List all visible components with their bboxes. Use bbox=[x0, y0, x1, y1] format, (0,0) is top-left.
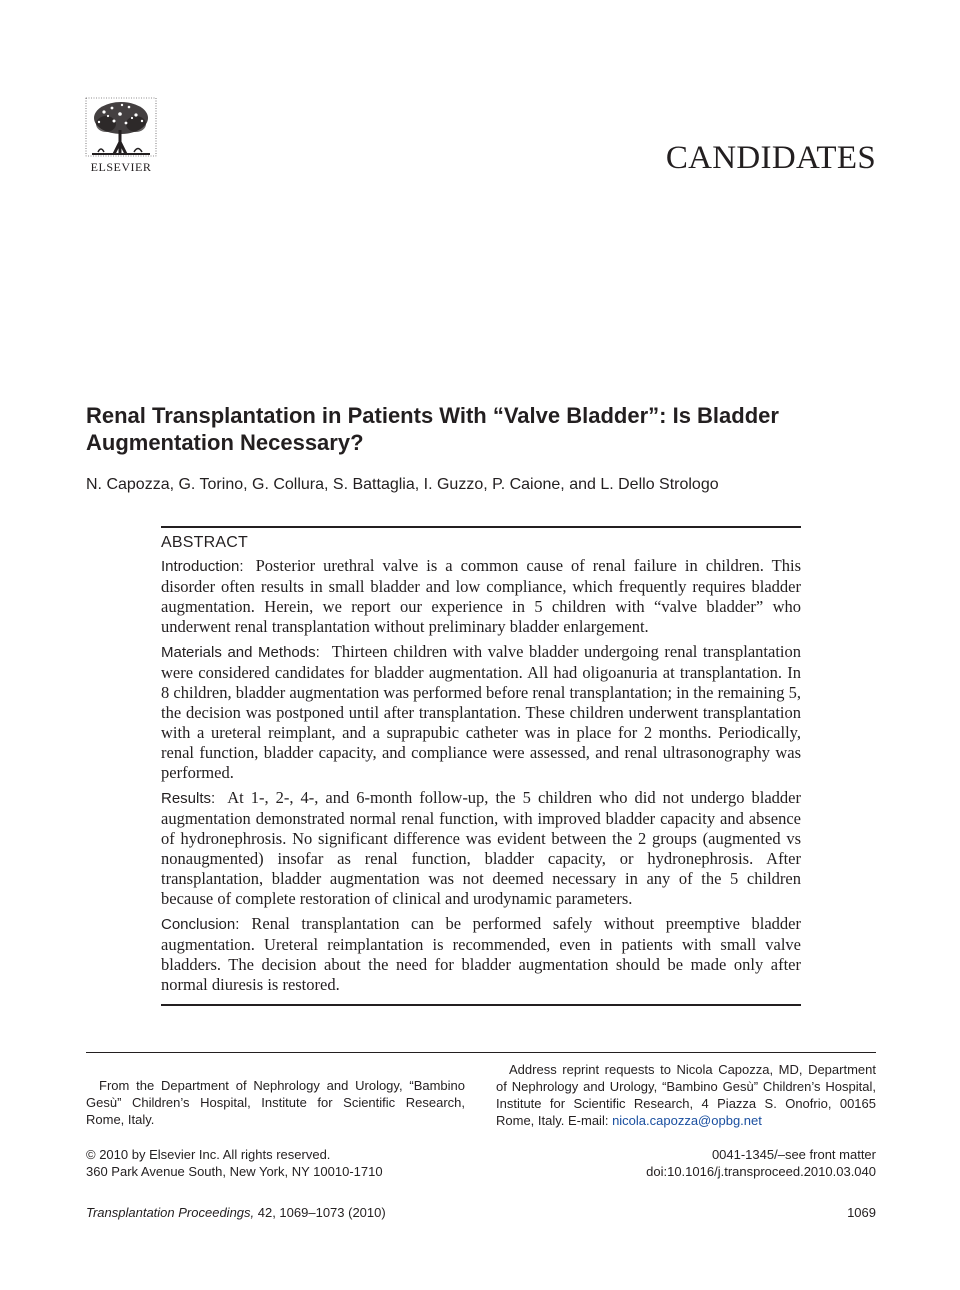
abstract-text: Posterior urethral valve is a common cause of renal failure in children. This disorder often results in small bladder and low compliance, which frequently requires bladder augmentation. Herein, we report our experience in 5 children with “valve bladder” who underwent renal transplantation without preliminary bladder enlargement. bbox=[161, 556, 801, 636]
abstract-text: At 1-, 2-, 4-, and 6-month follow-up, the 5 children who did not undergo bladder augmentation demonstrated normal renal function, with improved bladder capacity and absence of hydronephrosis. No significant difference was evident between the 2 groups (augmented vs nonaugmented) insofar as renal function, bladder capacity, or hydronephrosis. After transplantation, bladder augmentation was not deemed necessary in any of the 5 children because of complete restoration of clinical and urodynamic parameters. bbox=[161, 788, 801, 908]
affiliation-note: From the Department of Nephrology and Urology, “Bambino Gesù” Children’s Hospital, Institute for Scientific Research, Rome, Italy. bbox=[86, 1078, 465, 1127]
email-link[interactable]: nicola.capozza@opbg.net bbox=[612, 1113, 762, 1128]
footer-divider bbox=[86, 1052, 876, 1053]
issn-doi-block bbox=[646, 1146, 876, 1180]
publisher-address: 360 Park Avenue South, New York, NY 10010-1710 bbox=[86, 1164, 383, 1179]
journal-citation bbox=[86, 1204, 386, 1221]
abstract-text: Thirteen children with valve bladder undergoing renal transplantation were considered candidates for bladder augmentation. All had oligoanuria at transplantation. In 8 children, bladder augmentation was performed before renal transplantation; in the remaining 5, the decision was postponed until after transplantation. These children underwent transplantation with a ureteral reimplant, and a suprapubic catheter was in place for 2 months. Periodically, renal function, bladder capacity, and compliance were assessed, and renal ultrasonography was performed. bbox=[161, 642, 801, 782]
publisher-logo bbox=[84, 96, 158, 178]
abstract-methods bbox=[161, 642, 801, 783]
article-title: Renal Transplantation in Patients With “Valve Bladder”: Is Bladder Augmentation Necessary? bbox=[86, 403, 779, 455]
journal-volume-pages: 42, 1069–1073 (2010) bbox=[254, 1205, 386, 1220]
abstract-label: Introduction: bbox=[161, 558, 244, 575]
journal-name: Transplantation Proceedings, bbox=[86, 1205, 255, 1220]
issn: 0041-1345/–see front matter bbox=[711, 1147, 876, 1162]
reprint-address bbox=[496, 1061, 876, 1129]
copyright-block bbox=[86, 1146, 466, 1180]
abstract-text: Renal transplantation can be performed safely without preemptive bladder augmentation. Ureteral reimplantation is recommended, even in patients with small valve bladders. The decision about the need for bladder augmentation should be made only after normal diuresis is restored. bbox=[161, 914, 801, 994]
publisher-logo-text: ELSEVIER bbox=[90, 160, 152, 174]
abstract-results bbox=[161, 788, 801, 909]
author-list: N. Capozza, G. Torino, G. Collura, S. Battaglia, I. Guzzo, P. Caione, and L. Dello Strologo bbox=[86, 476, 719, 493]
section-label: CANDIDATES bbox=[665, 140, 876, 176]
abstract-conclusion bbox=[161, 914, 801, 995]
doi: doi:10.1016/j.transproceed.2010.03.040 bbox=[646, 1164, 876, 1179]
elsevier-tree-icon bbox=[84, 96, 158, 158]
abstract-label: Materials and Methods: bbox=[161, 644, 320, 661]
reprint-address-text: Address reprint requests to Nicola Capozza, MD, Department of Nephrology and Urology, “Bambino Gesù” Children’s Hospital, Institute for Scientific Research, 4 Piazza S. Onofrio, 00165 Rome, Italy. E-mail: bbox=[496, 1062, 876, 1128]
abstract-box bbox=[161, 526, 801, 1006]
page-number: 1069 bbox=[847, 1205, 876, 1220]
abstract-heading: ABSTRACT bbox=[161, 534, 248, 551]
abstract-label: Results: bbox=[161, 790, 216, 807]
abstract-introduction bbox=[161, 556, 801, 637]
copyright-line: © 2010 by Elsevier Inc. All rights reserved. bbox=[86, 1147, 331, 1162]
abstract-label: Conclusion: bbox=[161, 916, 240, 933]
